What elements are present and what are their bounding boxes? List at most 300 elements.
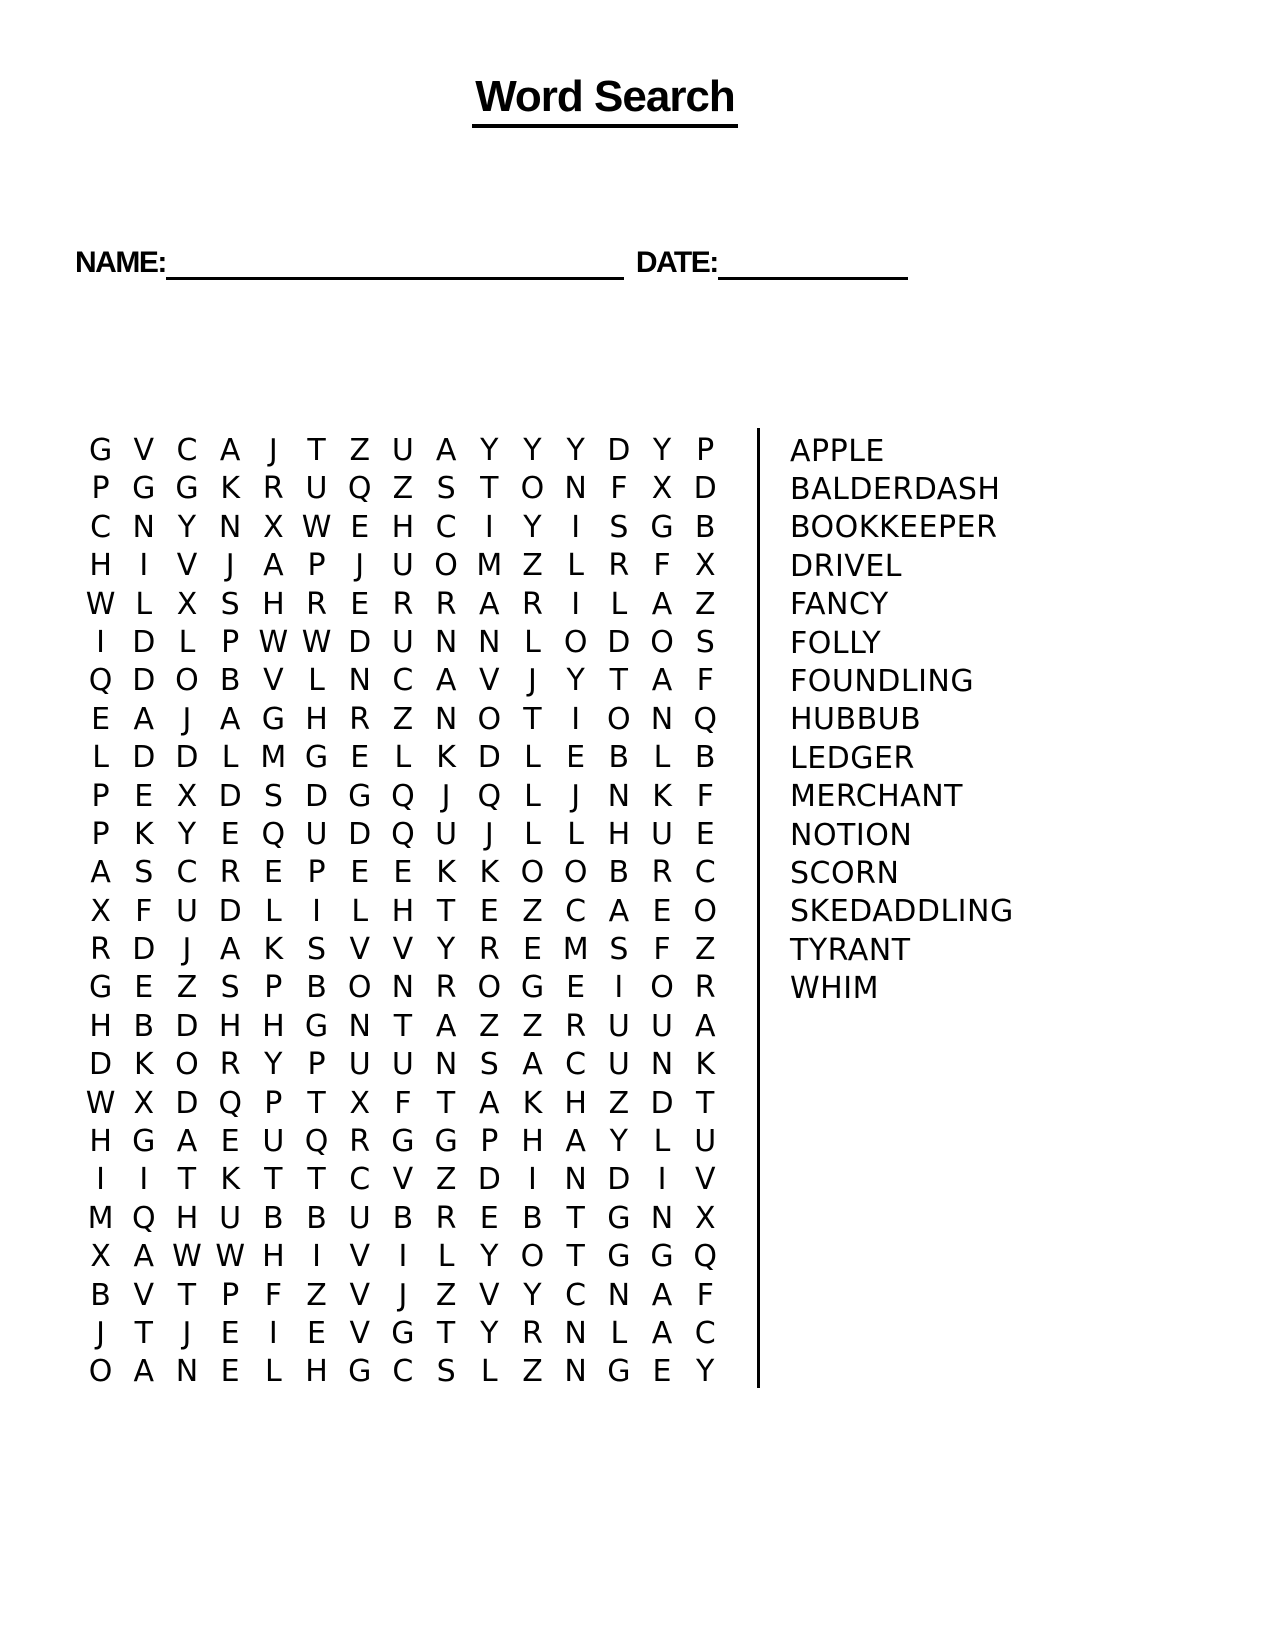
grid-cell: U — [219, 1200, 242, 1236]
grid-cell: X — [694, 1200, 716, 1236]
grid-cell: A — [651, 1277, 673, 1313]
grid-cell: L — [524, 778, 541, 814]
grid-cell: G — [348, 778, 372, 814]
grid-cell: J — [96, 1315, 106, 1351]
grid-cell: R — [694, 970, 716, 1006]
grid-cell: I — [96, 1162, 106, 1198]
grid-cell: N — [348, 1008, 371, 1044]
grid-cell: N — [434, 701, 458, 737]
grid-cell: C — [694, 1315, 716, 1351]
grid-cell: L — [653, 1124, 671, 1160]
grid-cell: K — [133, 1047, 154, 1083]
grid-cell: Z — [608, 1085, 630, 1121]
grid-cell: D — [607, 433, 631, 468]
grid-cell: L — [524, 816, 541, 852]
grid-cell: Q — [693, 701, 718, 737]
grid-cell: Q — [693, 1239, 718, 1275]
grid-cell: V — [479, 663, 500, 699]
grid-cell: E — [350, 509, 370, 545]
name-blank-field — [166, 250, 624, 280]
grid-cell: L — [92, 740, 109, 776]
grid-cell: R — [565, 1008, 587, 1044]
grid-cell: T — [523, 701, 542, 737]
grid-cell: O — [520, 1239, 545, 1275]
grid-cell: K — [220, 1162, 240, 1198]
grid-cell: G — [175, 471, 199, 507]
grid-cell: J — [355, 548, 365, 584]
grid-cell: L — [480, 1354, 498, 1390]
word-list-item: SCORN — [790, 855, 900, 891]
grid-cell: N — [650, 701, 674, 737]
grid-cell: I — [139, 1162, 149, 1198]
grid-cell: N — [607, 1277, 631, 1313]
vertical-divider — [757, 428, 760, 1388]
grid-cell: R — [306, 586, 327, 622]
grid-cell: Y — [696, 1354, 715, 1390]
grid-cell: C — [565, 1047, 587, 1083]
grid-cell: T — [134, 1315, 153, 1351]
grid-cell: B — [306, 970, 327, 1006]
grid-cell: Y — [566, 663, 585, 699]
grid-cell: X — [176, 586, 198, 622]
grid-cell: H — [607, 816, 631, 852]
grid-cell: U — [262, 1124, 285, 1160]
grid-cell: R — [522, 1315, 543, 1351]
grid-cell: Z — [522, 1354, 543, 1390]
grid-cell: V — [349, 1239, 370, 1275]
grid-cell: H — [305, 1354, 328, 1390]
grid-cell: H — [391, 893, 415, 929]
grid-cell: G — [434, 1124, 458, 1160]
grid-cell: Q — [218, 1085, 242, 1121]
grid-cell: E — [91, 701, 111, 737]
grid-cell: E — [134, 970, 154, 1006]
grid-cell: Q — [88, 663, 113, 699]
grid-cell: R — [651, 855, 673, 891]
grid-cell: S — [263, 778, 283, 814]
grid-cell: L — [610, 586, 628, 622]
grid-cell: U — [391, 433, 414, 468]
word-list-item: APPLE — [790, 433, 885, 469]
grid-cell: L — [135, 586, 153, 622]
grid-cell: W — [215, 1239, 245, 1275]
grid-cell: L — [394, 740, 412, 776]
grid-cell: V — [133, 1277, 155, 1313]
grid-cell: E — [220, 816, 240, 852]
grid-cell: L — [264, 1354, 282, 1390]
grid-cell: B — [694, 509, 716, 545]
grid-cell: X — [176, 778, 198, 814]
grid-cell: V — [133, 433, 155, 468]
grid-cell: H — [262, 1239, 285, 1275]
grid-cell: C — [694, 855, 716, 891]
grid-cell: E — [220, 1354, 240, 1390]
grid-cell: U — [651, 1008, 674, 1044]
grid-cell: L — [653, 740, 671, 776]
grid-cell: V — [349, 1315, 370, 1351]
grid-cell: H — [175, 1200, 199, 1236]
grid-cell: A — [479, 586, 500, 622]
grid-cell: Z — [694, 932, 716, 968]
grid-cell: O — [434, 548, 458, 584]
grid-cell: F — [696, 663, 714, 699]
grid-cell: P — [221, 624, 240, 660]
grid-cell: U — [435, 816, 458, 852]
grid-cell: A — [435, 1008, 457, 1044]
grid-cell: G — [304, 1008, 329, 1044]
grid-cell: S — [695, 624, 715, 660]
grid-cell: S — [436, 1354, 456, 1390]
grid-cell: V — [392, 1162, 414, 1198]
word-list-item: DRIVEL — [790, 548, 902, 584]
grid-cell: Z — [435, 1162, 457, 1198]
grid-cell: R — [392, 586, 414, 622]
grid-cell: Z — [392, 471, 414, 507]
grid-cell: A — [90, 855, 111, 891]
grid-cell: X — [349, 1085, 370, 1121]
grid-cell: G — [132, 471, 156, 507]
grid-cell: R — [608, 548, 630, 584]
grid-cell: A — [435, 433, 457, 468]
page-title: Word Search — [472, 72, 738, 128]
grid-cell: C — [176, 855, 198, 891]
grid-cell: Q — [347, 471, 372, 507]
grid-cell: O — [650, 624, 674, 660]
grid-cell: A — [608, 893, 630, 929]
grid-cell: B — [522, 1200, 543, 1236]
grid-cell: R — [219, 855, 241, 891]
grid-cell: N — [564, 1315, 587, 1351]
grid-cell: P — [91, 816, 110, 852]
grid-cell: I — [96, 624, 106, 660]
grid-cell: Y — [264, 1047, 283, 1083]
grid-cell: U — [607, 1008, 630, 1044]
grid-cell: D — [132, 624, 156, 660]
grid-cell: D — [650, 1085, 674, 1121]
grid-cell: N — [478, 624, 501, 660]
grid-cell: E — [479, 1200, 499, 1236]
grid-cell: J — [182, 1315, 192, 1351]
grid-cell: N — [650, 1200, 674, 1236]
grid-cell: D — [132, 740, 156, 776]
grid-cell: F — [653, 932, 671, 968]
grid-cell: Z — [522, 893, 543, 929]
grid-cell: G — [650, 1239, 674, 1275]
grid-cell: R — [435, 586, 457, 622]
grid-cell: Z — [522, 1008, 543, 1044]
grid-cell: D — [175, 1085, 199, 1121]
grid-cell: I — [571, 509, 581, 545]
grid-cell: T — [436, 1085, 456, 1121]
grid-cell: P — [91, 778, 110, 814]
grid-cell: F — [696, 778, 714, 814]
grid-cell: S — [609, 932, 629, 968]
grid-cell: E — [479, 893, 499, 929]
grid-cell: W — [85, 1085, 116, 1121]
grid-cell: N — [650, 1047, 674, 1083]
grid-cell: C — [392, 1354, 414, 1390]
grid-cell: G — [88, 970, 113, 1006]
grid-cell: K — [436, 855, 456, 891]
grid-cell: E — [220, 1315, 240, 1351]
grid-cell: D — [304, 778, 329, 814]
grid-cell: G — [304, 740, 329, 776]
grid-cell: W — [172, 1239, 202, 1275]
grid-cell: I — [312, 893, 321, 929]
grid-cell: E — [393, 855, 413, 891]
grid-cell: D — [218, 893, 242, 929]
grid-cell: N — [132, 509, 155, 545]
grid-cell: K — [263, 932, 284, 968]
grid-cell: T — [177, 1162, 197, 1198]
grid-cell: Y — [652, 433, 672, 468]
grid-cell: P — [307, 855, 326, 891]
grid-cell: K — [133, 816, 154, 852]
grid-cell: E — [566, 740, 586, 776]
grid-cell: B — [219, 663, 241, 699]
grid-cell: I — [571, 701, 581, 737]
grid-cell: T — [177, 1277, 197, 1313]
grid-cell: O — [477, 701, 502, 737]
grid-cell: E — [652, 1354, 672, 1390]
grid-cell: S — [436, 471, 456, 507]
grid-cell: G — [607, 1239, 631, 1275]
grid-cell: Y — [609, 1124, 628, 1160]
grid-cell: R — [90, 932, 112, 968]
word-list-item: LEDGER — [790, 740, 915, 776]
grid-cell: Y — [480, 1239, 499, 1275]
grid-cell: Q — [304, 1124, 329, 1160]
grid-cell: Z — [349, 433, 370, 468]
grid-cell: I — [571, 586, 581, 622]
grid-cell: U — [305, 816, 328, 852]
grid-cell: O — [175, 663, 199, 699]
grid-cell: K — [695, 1047, 716, 1083]
grid-cell: R — [349, 701, 371, 737]
grid-cell: H — [89, 1008, 112, 1044]
grid-cell: J — [484, 816, 494, 852]
grid-cell: D — [175, 1008, 199, 1044]
grid-cell: J — [528, 663, 537, 699]
grid-cell: H — [305, 701, 328, 737]
grid-cell: P — [307, 1047, 326, 1083]
grid-cell: S — [479, 1047, 499, 1083]
grid-cell: X — [263, 509, 284, 545]
grid-cell: B — [694, 740, 716, 776]
grid-cell: K — [652, 778, 672, 814]
grid-cell: U — [694, 1124, 717, 1160]
grid-cell: C — [565, 893, 587, 929]
grid-cell: Z — [306, 1277, 327, 1313]
grid-cell: Q — [477, 778, 502, 814]
date-blank-field — [718, 250, 908, 280]
grid-cell: A — [219, 433, 241, 468]
grid-cell: V — [392, 932, 414, 968]
grid-cell: N — [564, 1162, 587, 1198]
grid-cell: M — [87, 1200, 114, 1236]
grid-cell: G — [391, 1315, 415, 1351]
grid-cell: X — [133, 1085, 155, 1121]
grid-cell: H — [391, 509, 415, 545]
word-list-item: BOOKKEEPER — [790, 510, 998, 546]
grid-cell: T — [480, 471, 499, 507]
grid-cell: K — [479, 855, 500, 891]
grid-cell: W — [258, 624, 289, 660]
grid-cell: I — [614, 970, 624, 1006]
grid-cell: E — [350, 855, 370, 891]
grid-cell: W — [301, 624, 332, 660]
grid-cell: T — [393, 1008, 413, 1044]
grid-cell: B — [306, 1200, 327, 1236]
grid-cell: Z — [479, 1008, 500, 1044]
grid-cell: A — [522, 1047, 543, 1083]
grid-cell: R — [478, 932, 500, 968]
grid-cell: U — [348, 1200, 371, 1236]
word-list-item: FOLLY — [790, 625, 882, 661]
grid-cell: N — [391, 970, 415, 1006]
grid-cell: P — [91, 471, 110, 507]
grid-cell: S — [609, 509, 629, 545]
grid-cell: D — [477, 1162, 501, 1198]
grid-cell: E — [695, 816, 715, 852]
grid-cell: L — [437, 1239, 455, 1275]
grid-cell: D — [132, 932, 156, 968]
grid-cell: E — [263, 855, 283, 891]
grid-cell: P — [480, 1124, 499, 1160]
grid-cell: I — [657, 1162, 667, 1198]
grid-cell: H — [262, 586, 285, 622]
grid-cell: W — [301, 509, 332, 545]
grid-cell: G — [391, 1124, 415, 1160]
grid-cell: G — [520, 970, 545, 1006]
grid-cell: T — [307, 1085, 326, 1121]
grid-cell: Q — [391, 816, 415, 852]
grid-cell: J — [398, 1277, 408, 1313]
grid-cell: G — [607, 1200, 631, 1236]
grid-cell: Y — [177, 816, 197, 852]
grid-cell: Z — [392, 701, 414, 737]
grid-cell: P — [264, 970, 283, 1006]
word-list-item: HUBBUB — [790, 702, 922, 738]
grid-cell: P — [264, 1085, 283, 1121]
grid-cell: W — [85, 586, 116, 622]
grid-cell: U — [607, 1047, 630, 1083]
grid-cell: L — [567, 548, 585, 584]
grid-cell: R — [219, 1047, 241, 1083]
grid-cell: A — [219, 932, 241, 968]
grid-cell: A — [133, 701, 155, 737]
grid-cell: V — [479, 1277, 500, 1313]
grid-cell: J — [268, 433, 278, 468]
grid-cell: O — [693, 893, 718, 929]
grid-cell: D — [348, 624, 372, 660]
grid-cell: N — [607, 778, 631, 814]
grid-cell: T — [307, 433, 326, 468]
word-list-item: FANCY — [790, 587, 889, 623]
grid-cell: P — [696, 433, 715, 468]
grid-cell: A — [133, 1354, 155, 1390]
grid-cell: G — [607, 1354, 631, 1390]
grid-cell: C — [392, 663, 414, 699]
grid-cell: A — [651, 1315, 673, 1351]
grid-cell: S — [220, 586, 240, 622]
grid-cell: J — [441, 778, 451, 814]
grid-cell: Y — [523, 509, 542, 545]
grid-cell: B — [133, 1008, 155, 1044]
grid-cell: O — [607, 701, 631, 737]
grid-cell: E — [652, 893, 672, 929]
grid-cell: C — [90, 509, 112, 545]
grid-cell: Y — [480, 433, 499, 468]
grid-cell: R — [435, 1200, 457, 1236]
grid-cell: V — [263, 663, 284, 699]
grid-cell: Y — [523, 1277, 542, 1313]
grid-cell: K — [220, 471, 240, 507]
grid-cell: Y — [566, 433, 585, 468]
grid-cell: B — [90, 1277, 111, 1313]
grid-cell: O — [477, 970, 502, 1006]
grid-cell: F — [653, 548, 671, 584]
grid-cell: H — [89, 1124, 112, 1160]
grid-cell: A — [651, 663, 673, 699]
grid-cell: I — [312, 1239, 321, 1275]
name-label: NAME: — [75, 246, 166, 279]
grid-cell: L — [524, 624, 541, 660]
grid-cell: U — [175, 893, 198, 929]
grid-cell: M — [476, 548, 503, 584]
word-list-item: SKEDADDLING — [790, 894, 1014, 930]
grid-cell: V — [694, 1162, 716, 1198]
grid-cell: U — [391, 624, 414, 660]
grid-cell: N — [175, 1354, 199, 1390]
grid-cell: Q — [391, 778, 415, 814]
grid-cell: C — [435, 509, 457, 545]
grid-cell: D — [175, 740, 199, 776]
grid-cell: T — [566, 1239, 585, 1275]
grid-cell: N — [564, 1354, 587, 1390]
grid-cell: H — [262, 1008, 285, 1044]
word-list-item: FOUNDLING — [790, 664, 975, 700]
grid-cell: G — [348, 1354, 372, 1390]
grid-cell: I — [398, 1239, 408, 1275]
grid-cell: E — [134, 778, 154, 814]
grid-cell: T — [264, 1162, 283, 1198]
grid-cell: P — [221, 1277, 240, 1313]
grid-cell: Z — [435, 1277, 457, 1313]
grid-cell: A — [263, 548, 284, 584]
grid-cell: G — [650, 509, 674, 545]
grid-cell: V — [176, 548, 198, 584]
grid-cell: N — [434, 1047, 458, 1083]
grid-cell: U — [391, 1047, 414, 1083]
word-list-item: TYRANT — [790, 932, 911, 968]
grid-cell: C — [176, 433, 198, 468]
grid-cell: H — [218, 1008, 242, 1044]
grid-cell: Z — [522, 548, 543, 584]
grid-cell: O — [520, 471, 545, 507]
grid-cell: N — [218, 509, 242, 545]
grid-cell: Z — [176, 970, 198, 1006]
grid-cell: A — [435, 663, 457, 699]
grid-cell: A — [479, 1085, 500, 1121]
grid-cell: R — [349, 1124, 371, 1160]
title-wrap — [0, 72, 1210, 128]
grid-cell: R — [522, 586, 543, 622]
grid-cell: I — [139, 548, 149, 584]
grid-cell: O — [520, 855, 545, 891]
grid-cell: B — [263, 1200, 284, 1236]
grid-cell: N — [348, 663, 371, 699]
